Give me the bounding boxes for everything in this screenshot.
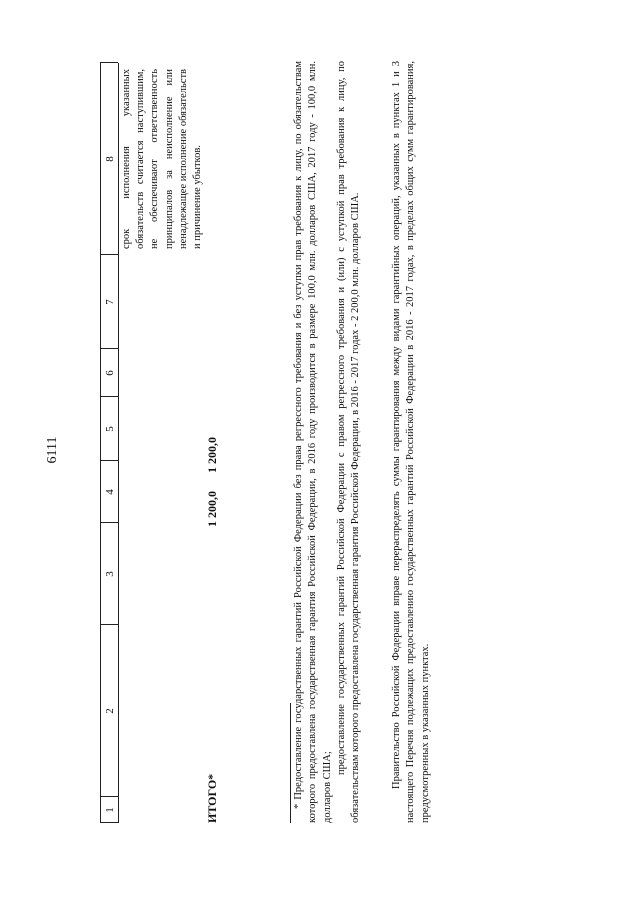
page-number: 6111: [45, 436, 60, 464]
column-divider: [100, 348, 118, 349]
total-amount-col4: 1 200,0: [205, 491, 219, 527]
total-label: ИТОГО*: [205, 773, 219, 823]
column-number: 8: [104, 156, 116, 162]
closing-paragraph: Правительство Российской Федерации вправе перераспределять суммы гарантирования между видами гарантийных операций, указанных в пунктах 1 и 3 настоящего Перечня подлежащих предоставлению государственных гарантий Российской Федерации в 2016 - 2017 годах, в пределах общих сумм гарантирования, предусмотренных в указанных пунктах.: [391, 61, 431, 823]
column-divider: [100, 396, 118, 397]
table-top-border: [100, 63, 101, 823]
table-header-separator: [118, 63, 119, 823]
footnote-rule: [290, 703, 291, 823]
footnote-paragraph: предоставление государственных гарантий Российской Федерации с правом регрессного требования и (или) с уступкой прав требования к лицу, по обязательствам которого предоставлена государственная гарантия Российской Федерации, в 2016 - 2017 годах - 2 200,0 млн. долларов США.: [336, 61, 362, 823]
column-number: 7: [104, 299, 116, 305]
column-number: 6: [104, 370, 116, 376]
column-number: 4: [104, 489, 116, 495]
column-number: 5: [104, 426, 116, 432]
column-number: 3: [104, 571, 116, 577]
total-amount-col5: 1 200,0: [205, 437, 219, 473]
column-divider: [100, 460, 118, 461]
footnote-paragraph: * Предоставление государственных гарантий Российской Федерации без права регрессного требования и без уступки прав требования к лицу, по обязательствам которого предоставлена государственная гарантия Российской Федерации, в 2016 году производится в размере 100,0 млн. долларов США, 2017 году - 100,0 млн. долларов США;: [293, 61, 333, 823]
guarantee-conditions-text: срок исполнения указанных обязательств считается наступившим, не обеспечивают ответственность принципалов за неисполнение или ненадлежащее исполнение обязательств и причинение убытков.: [121, 69, 204, 249]
column-number: 2: [104, 708, 116, 714]
column-divider: [100, 254, 118, 255]
column-divider: [100, 62, 118, 63]
column-divider: [100, 522, 118, 523]
column-divider: [100, 624, 118, 625]
column-number: 1: [104, 807, 116, 813]
